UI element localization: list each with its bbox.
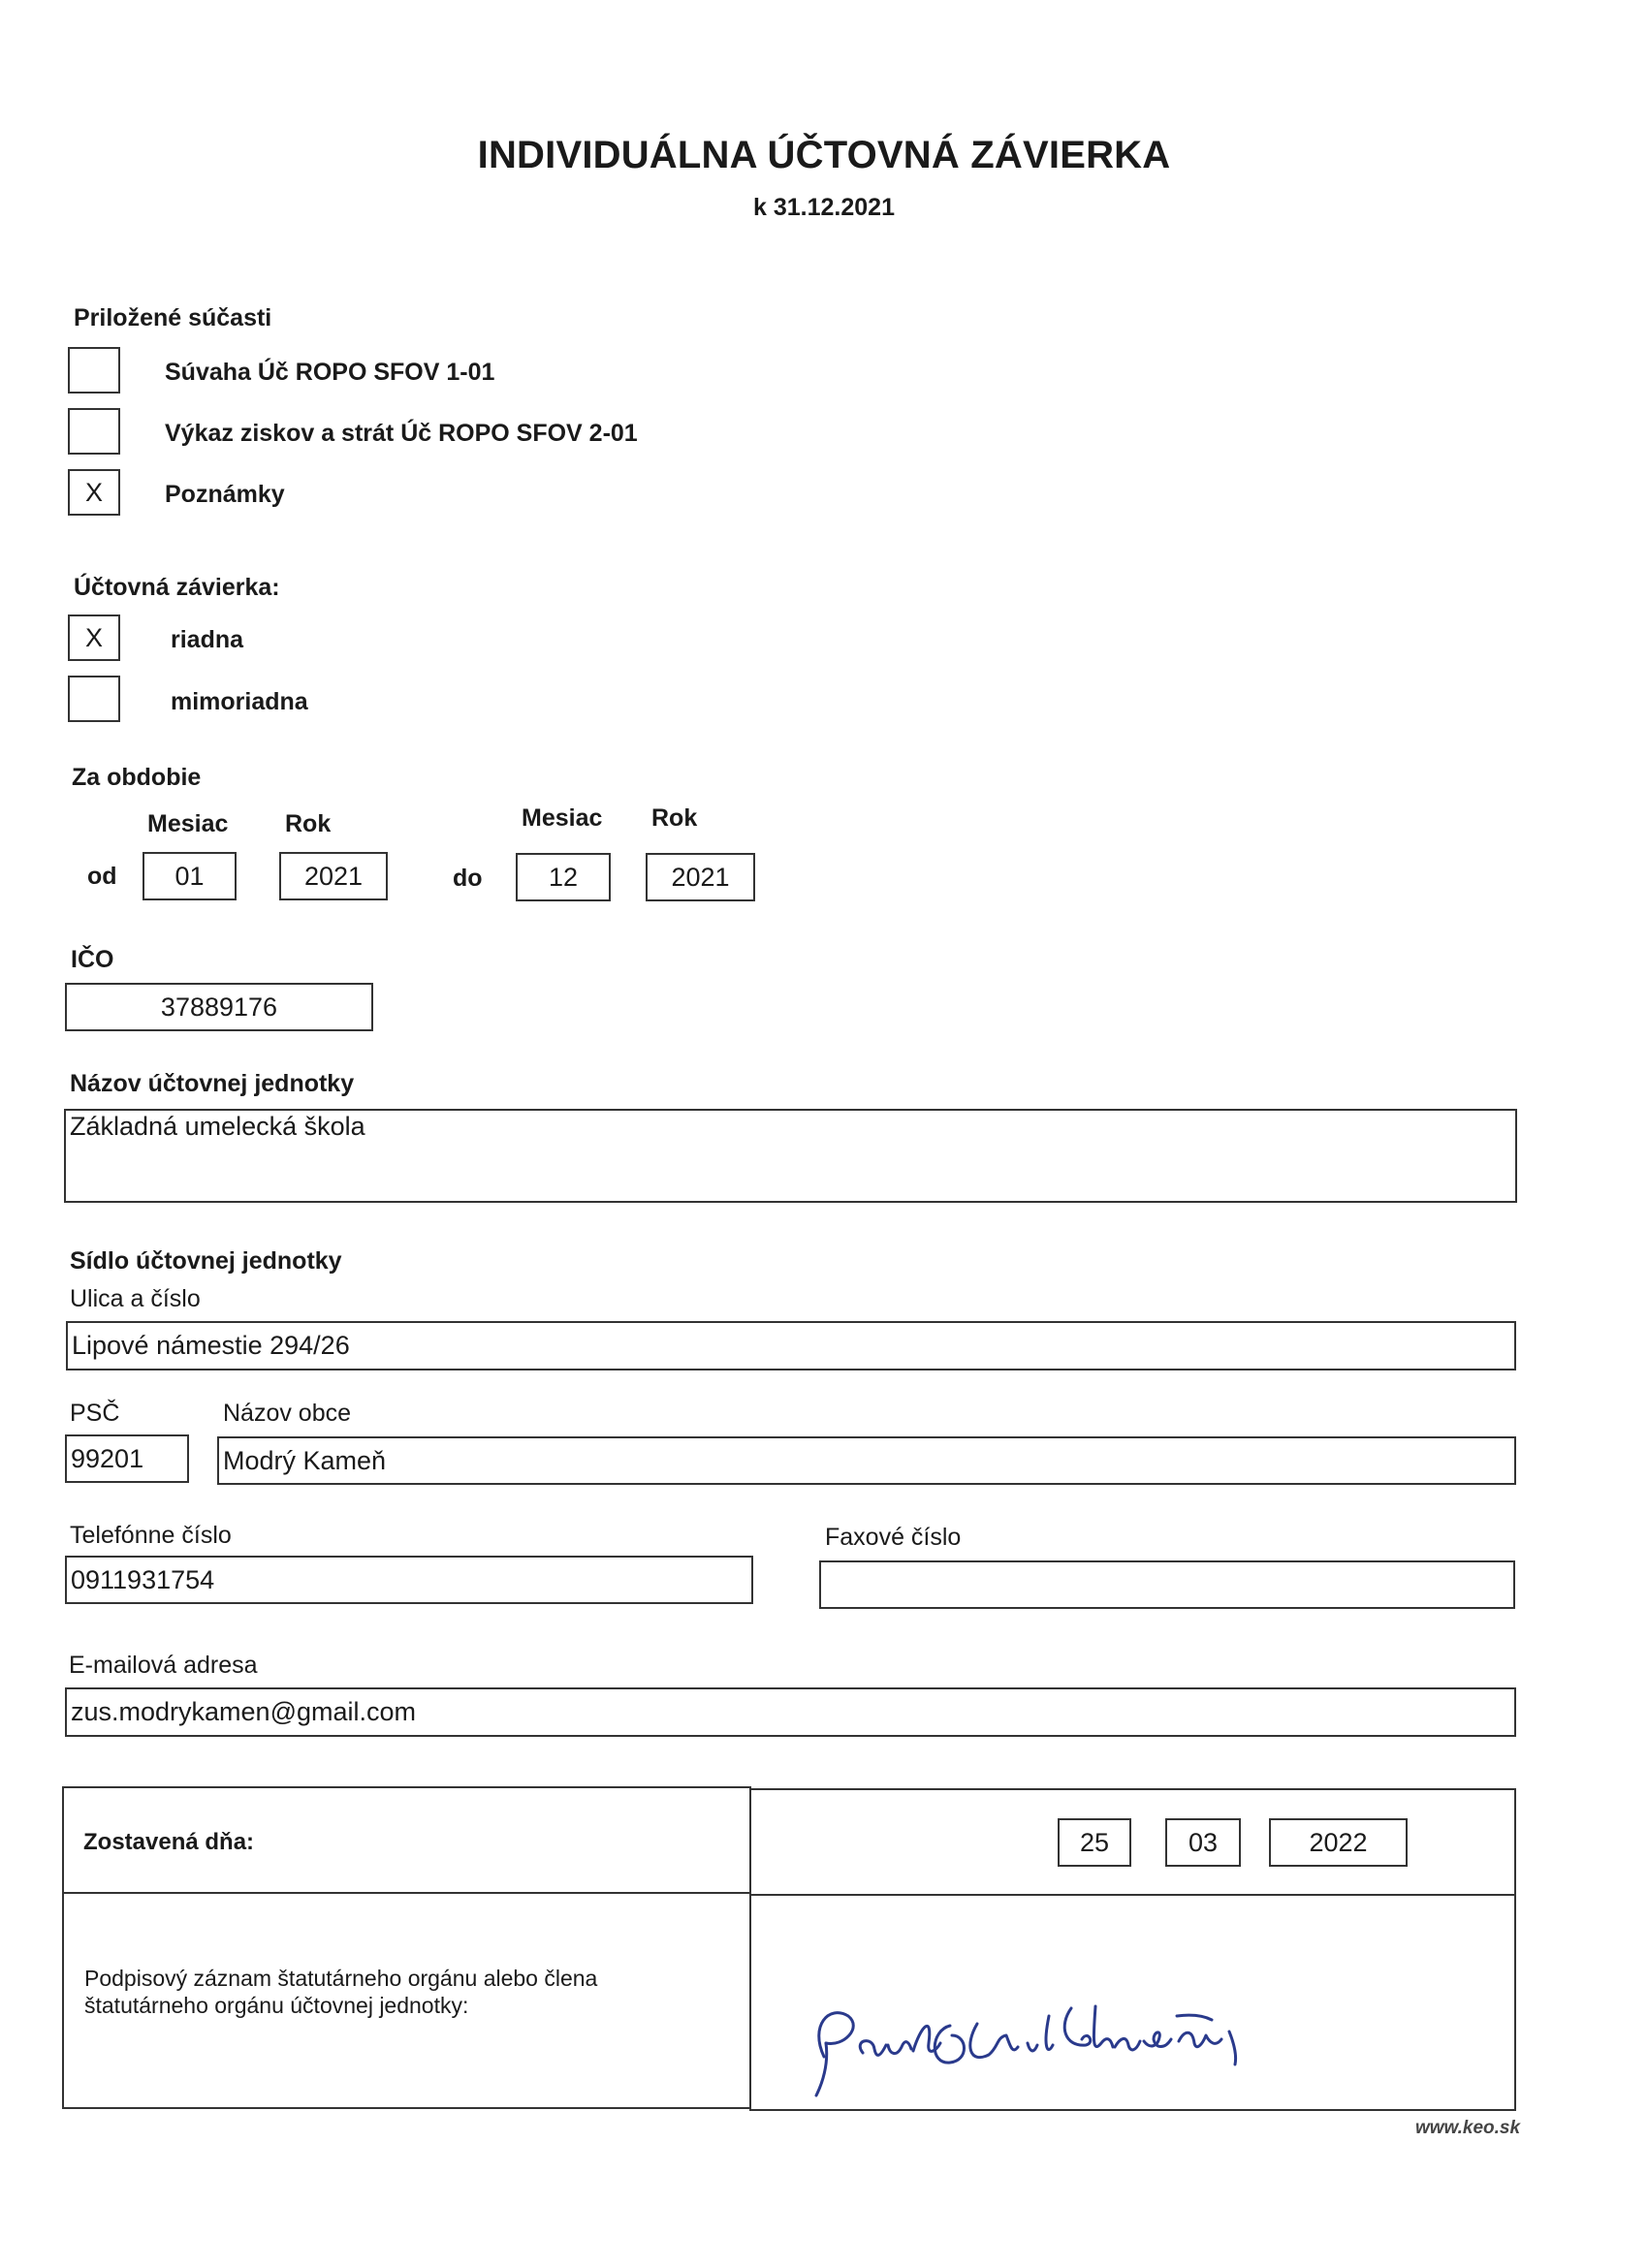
signature-stroke (819, 2013, 854, 2057)
label-notes: Poznámky (165, 481, 285, 508)
psc-field[interactable]: 99201 (65, 1434, 189, 1483)
compiled-label: Zostavená dňa: (83, 1829, 255, 1855)
phone-field[interactable]: 0911931754 (65, 1556, 753, 1604)
psc-label: PSČ (70, 1400, 120, 1427)
footer-website: www.keo.sk (1415, 2118, 1521, 2138)
period-heading: Za obdobie (72, 764, 202, 791)
signature-stroke (1064, 2008, 1091, 2045)
town-field[interactable]: Modrý Kameň (217, 1436, 1516, 1485)
phone-label: Telefónne číslo (70, 1522, 232, 1549)
components-heading: Priložené súčasti (74, 304, 272, 331)
signature-stroke (1093, 2006, 1113, 2047)
signature-stroke (1229, 2032, 1236, 2064)
from-month-field[interactable]: 01 (143, 852, 237, 900)
handwritten-signature (805, 1987, 1309, 2103)
fax-label: Faxové číslo (825, 1524, 962, 1551)
email-field[interactable]: zus.modrykamen@gmail.com (65, 1687, 1516, 1737)
compiled-year-field[interactable]: 2022 (1269, 1818, 1408, 1867)
signature-stroke (1046, 2016, 1053, 2050)
compiled-month-field[interactable]: 03 (1165, 1818, 1241, 1867)
signature-stroke (1179, 2032, 1221, 2046)
checkbox-extraordinary[interactable] (68, 676, 120, 722)
street-field[interactable]: Lipové námestie 294/26 (66, 1321, 1516, 1370)
to-month-field[interactable]: 12 (516, 853, 611, 901)
signature-stroke (1144, 2032, 1171, 2047)
street-label: Ulica a číslo (70, 1285, 201, 1312)
from-year-label: Rok (285, 810, 332, 837)
signature-stroke (1115, 2038, 1140, 2050)
signature-stroke (1028, 2043, 1037, 2051)
checkbox-balance-sheet[interactable] (68, 347, 120, 394)
signature-stroke (860, 2041, 886, 2056)
document-title: INDIVIDUÁLNA ÚČTOVNÁ ZÁVIERKA (477, 134, 1171, 176)
from-label: od (87, 863, 117, 890)
entity-name-field[interactable]: Základná umelecká škola (64, 1109, 1517, 1203)
label-ordinary: riadna (171, 626, 244, 653)
seat-heading: Sídlo účtovnej jednotky (70, 1247, 342, 1275)
checkbox-profit-loss[interactable] (68, 408, 120, 455)
closing-type-heading: Účtovná závierka: (74, 574, 280, 601)
signature-stroke (888, 2042, 911, 2054)
signature-label-line2: štatutárneho orgánu účtovnej jednotky: (84, 1993, 469, 2018)
town-label: Názov obce (223, 1400, 352, 1427)
label-balance-sheet: Súvaha Úč ROPO SFOV 1-01 (165, 359, 495, 386)
label-profit-loss: Výkaz ziskov a strát Úč ROPO SFOV 2-01 (165, 420, 638, 447)
ico-field[interactable]: 37889176 (65, 983, 373, 1031)
label-extraordinary: mimoriadna (171, 688, 308, 715)
to-label: do (453, 865, 483, 892)
document-date: k 31.12.2021 (753, 194, 895, 221)
checkbox-ordinary[interactable]: X (68, 614, 120, 661)
ico-label: IČO (71, 946, 114, 973)
signature-stroke (970, 2024, 1018, 2058)
to-month-label: Mesiac (522, 804, 603, 832)
compiled-day-field[interactable]: 25 (1058, 1818, 1131, 1867)
from-year-field[interactable]: 2021 (279, 852, 388, 900)
entity-name-label: Názov účtovnej jednotky (70, 1070, 355, 1097)
email-label: E-mailová adresa (69, 1652, 258, 1679)
fax-field[interactable] (819, 1560, 1515, 1609)
signature-label-line1: Podpisový záznam štatutárneho orgánu alebo člena (84, 1966, 598, 1991)
to-year-label: Rok (651, 804, 698, 832)
from-month-label: Mesiac (147, 810, 229, 837)
to-year-field[interactable]: 2021 (646, 853, 755, 901)
checkbox-notes[interactable]: X (68, 469, 120, 516)
signature-stroke (1177, 2015, 1212, 2020)
